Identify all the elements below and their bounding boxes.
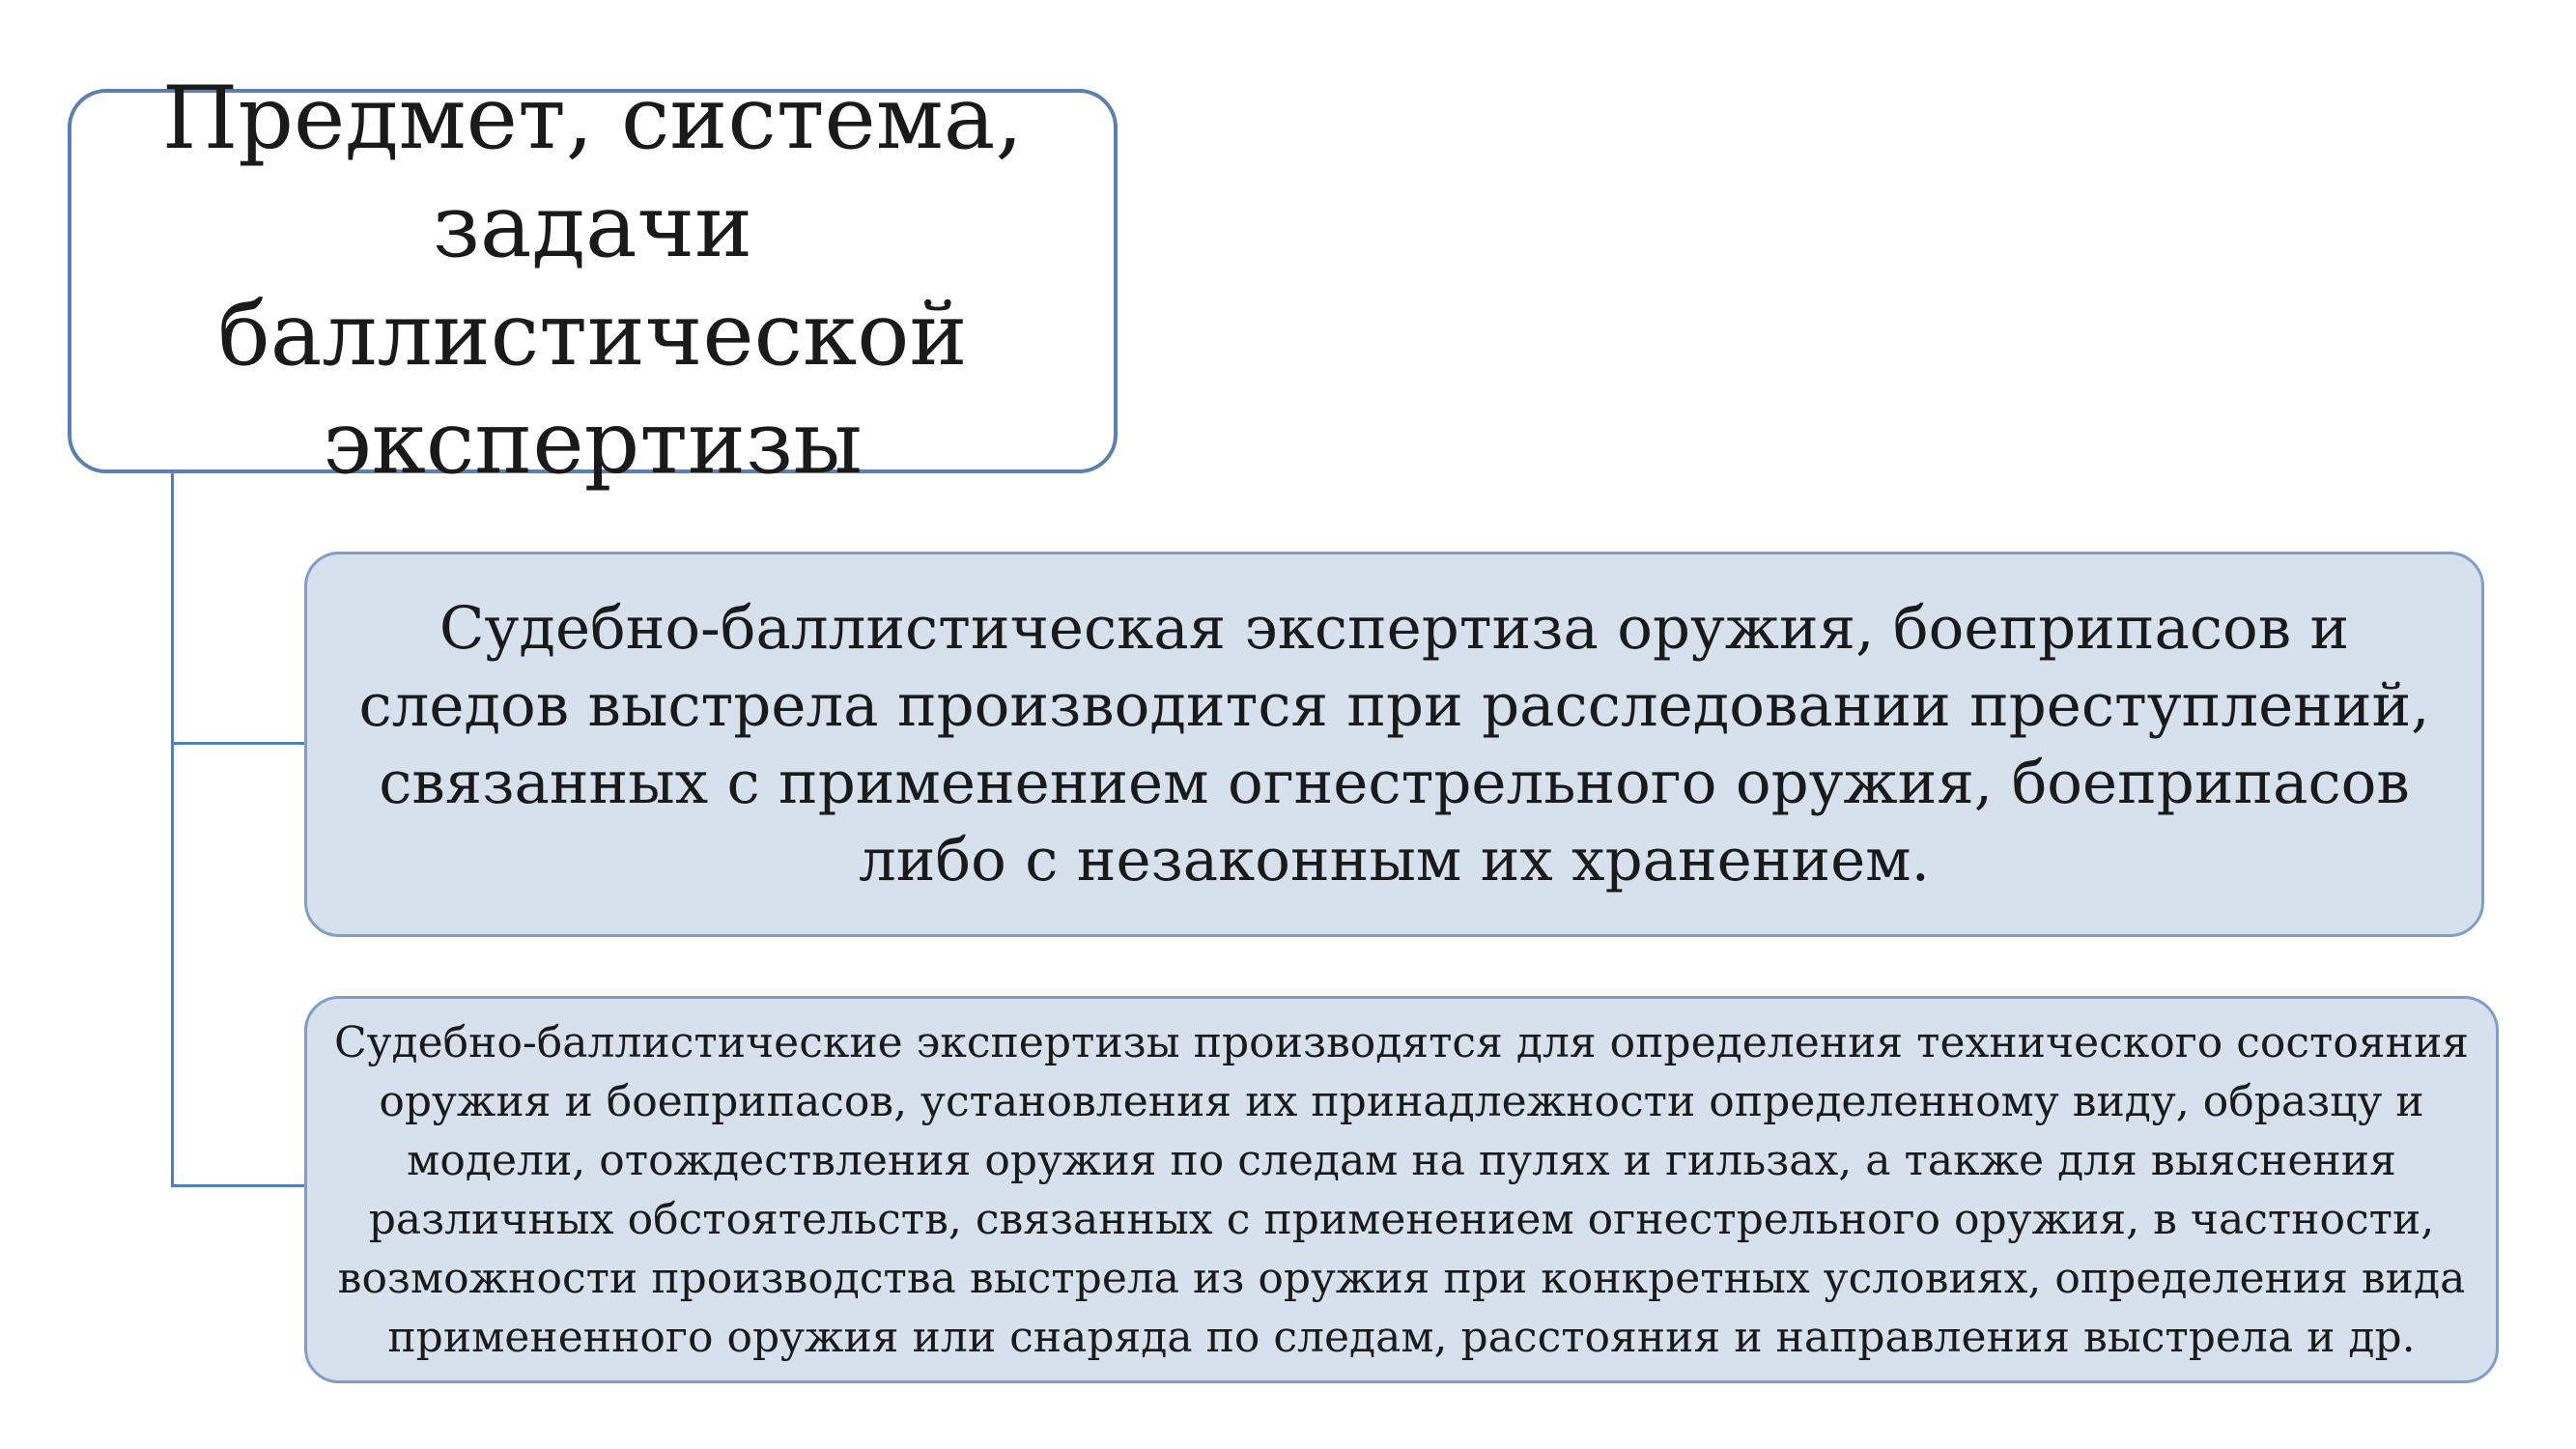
child-box-1-text: Судебно-баллистическая экспертиза оружия, боеприпасов и следов выстрела производится при расследовании преступлений, связанных с применением огнестрельного оружия, боеприпасов либо с незаконным их хранением. [358,593,2430,895]
child-box-2 [304,996,2499,1383]
connector-branch-1 [171,742,304,745]
root-title-box [68,68,1118,494]
child-box-1 [304,552,2484,937]
connector-branch-2 [171,1184,304,1187]
child-box-2-text: Судебно-баллистические экспертизы производятся для определения технического состояния оружия и боеприпасов, установления их принадлежности определенному виду, образцу и модели, отождествления оружия по следам на пулях и гильзах, а также для выяснения различных обстоятельств, связанных с применением огнестрельного оружия, в частности, возможности производства выстрела из оружия при конкретных условиях, определения вида примененного оружия или снаряда по следам, расстояния и направления выстрела и др. [333,1017,2470,1362]
connector-vertical [171,473,174,1186]
root-title-text: Предмет, система, задачи баллистической экспертизы [161,68,1024,494]
